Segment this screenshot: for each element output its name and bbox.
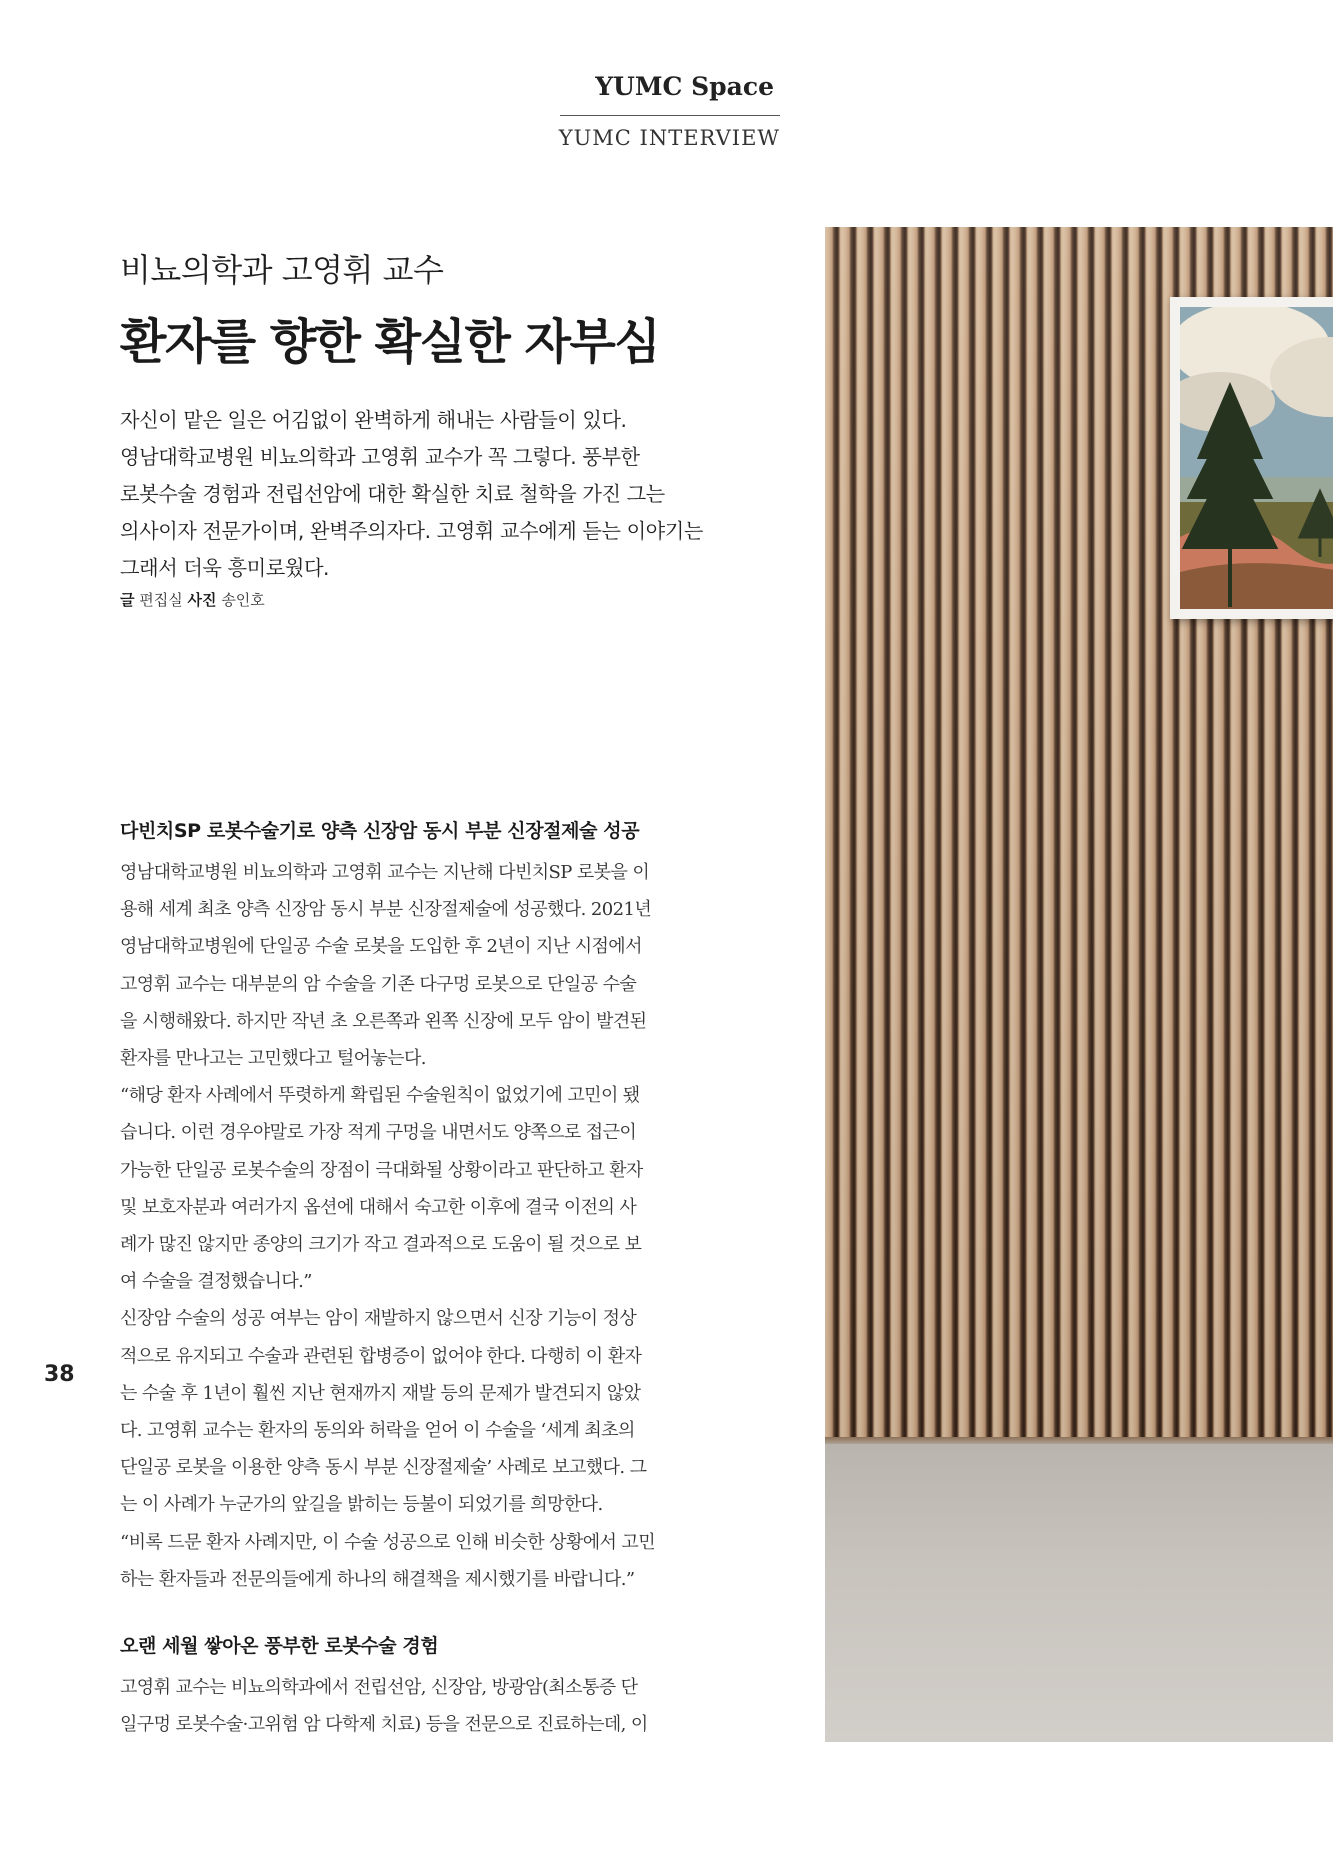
section-spacer [120, 1598, 700, 1631]
body-line: 적으로 유지되고 수술과 관련된 합병증이 없어야 한다. 다행히 이 환자 [120, 1345, 642, 1367]
article-headline: 환자를 향한 확실한 자부심 [120, 314, 660, 370]
photographer-name: 송인호 [221, 591, 265, 609]
body-line: 다. 고영휘 교수는 환자의 동의와 허락을 얻어 이 수술을 ‘세계 최초의 [120, 1420, 635, 1442]
body-line: 영남대학교병원 비뇨의학과 고영휘 교수는 지난해 다빈치SP 로봇을 이 [120, 862, 650, 883]
body-line: 영남대학교병원에 단일공 수술 로봇을 도입한 후 2년이 지난 시점에서 [120, 936, 642, 958]
running-header [540, 72, 780, 150]
lead-line: 그래서 더욱 흥미로웠다. [120, 556, 330, 580]
body-line: 을 시행해왔다. 하지만 작년 초 오른쪽과 왼쪽 신장에 모두 암이 발견된 [120, 1010, 647, 1032]
body-line: 일구멍 로봇수술·고위험 암 다학제 치료) 등을 전문으로 진료하는데, 이 [120, 1714, 648, 1736]
body-line: “비록 드문 환자 사례지만, 이 수술 성공으로 인해 비슷한 상황에서 고민 [120, 1531, 656, 1553]
body-line: 는 이 사례가 누군가의 앞길을 밝히는 등불이 되었기를 희망한다. [120, 1494, 603, 1516]
section-subtitle: YUMC INTERVIEW [558, 126, 780, 150]
section-title: YUMC Space [595, 72, 774, 101]
body-line: 고영휘 교수는 대부분의 암 수술을 기존 다구멍 로봇으로 단일공 수술 [120, 973, 637, 995]
section-body [120, 1669, 700, 1743]
carpet-floor [825, 1444, 1333, 1742]
lead-line: 영남대학교병원 비뇨의학과 고영휘 교수가 꼭 그렇다. 풍부한 [120, 445, 640, 469]
landscape-painting [1180, 307, 1333, 609]
body-line: 하는 환자들과 전문의들에게 하나의 해결책을 제시했기를 바랍니다.” [120, 1568, 635, 1590]
portrait-photo [825, 227, 1333, 1742]
page-number: 38 [44, 1362, 75, 1387]
byline [120, 589, 265, 610]
body-line: 환자를 만나고는 고민했다고 털어놓는다. [120, 1048, 426, 1070]
body-line: 가능한 단일공 로봇수술의 장점이 극대화될 상황이라고 판단하고 환자 [120, 1159, 643, 1181]
lead-line: 의사이자 전문가이며, 완벽주의자다. 고영휘 교수에게 듣는 이야기는 [120, 519, 703, 543]
lead-line: 로봇수술 경험과 전립선암에 대한 확실한 치료 철학을 가진 그는 [120, 482, 665, 506]
body-line: 습니다. 이런 경우야말로 가장 적게 구멍을 내면서도 양쪽으로 접근이 [120, 1122, 637, 1144]
section-heading: 다빈치SP 로봇수술기로 양측 신장암 동시 부분 신장절제술 성공 [120, 820, 640, 842]
section-heading: 오랜 세월 쌓아온 풍부한 로봇수술 경험 [120, 1635, 439, 1658]
lead-line: 자신이 맡은 일은 어김없이 완벽하게 해내는 사람들이 있다. [120, 408, 627, 432]
header-divider [560, 115, 780, 116]
body-line: 및 보호자분과 여러가지 옵션에 대해서 숙고한 이후에 결국 이전의 사 [120, 1196, 637, 1218]
body-line: 단일공 로봇을 이용한 양측 동시 부분 신장절제술’ 사례로 보고했다. 그 [120, 1457, 647, 1479]
article-subtitle: 비뇨의학과 고영휘 교수 [120, 251, 444, 289]
lead-paragraph [120, 402, 703, 587]
body-line: 여 수술을 결정했습니다.” [120, 1271, 312, 1293]
body-line: “해당 환자 사례에서 뚜렷하게 확립된 수술원칙이 없었기에 고민이 됐 [120, 1085, 640, 1107]
section-body [120, 854, 700, 1598]
body-line: 례가 많진 않지만 종양의 크기가 작고 결과적으로 도움이 될 것으로 보 [120, 1234, 642, 1256]
framed-painting [1170, 297, 1333, 619]
article-body [120, 816, 700, 1743]
writer-name: 편집실 [139, 591, 183, 609]
article-title-block [120, 245, 720, 372]
writer-label: 글 [120, 591, 135, 609]
body-line: 고영휘 교수는 비뇨의학과에서 전립선암, 신장암, 방광암(최소통증 단 [120, 1677, 638, 1699]
body-line: 신장암 수술의 성공 여부는 암이 재발하지 않으면서 신장 기능이 정상 [120, 1308, 637, 1330]
body-line: 는 수술 후 1년이 훨씬 지난 현재까지 재발 등의 문제가 발견되지 않았 [120, 1382, 641, 1404]
photo-label: 사진 [187, 591, 217, 609]
body-line: 용해 세계 최초 양측 신장암 동시 부분 신장절제술에 성공했다. 2021년 [120, 899, 652, 921]
